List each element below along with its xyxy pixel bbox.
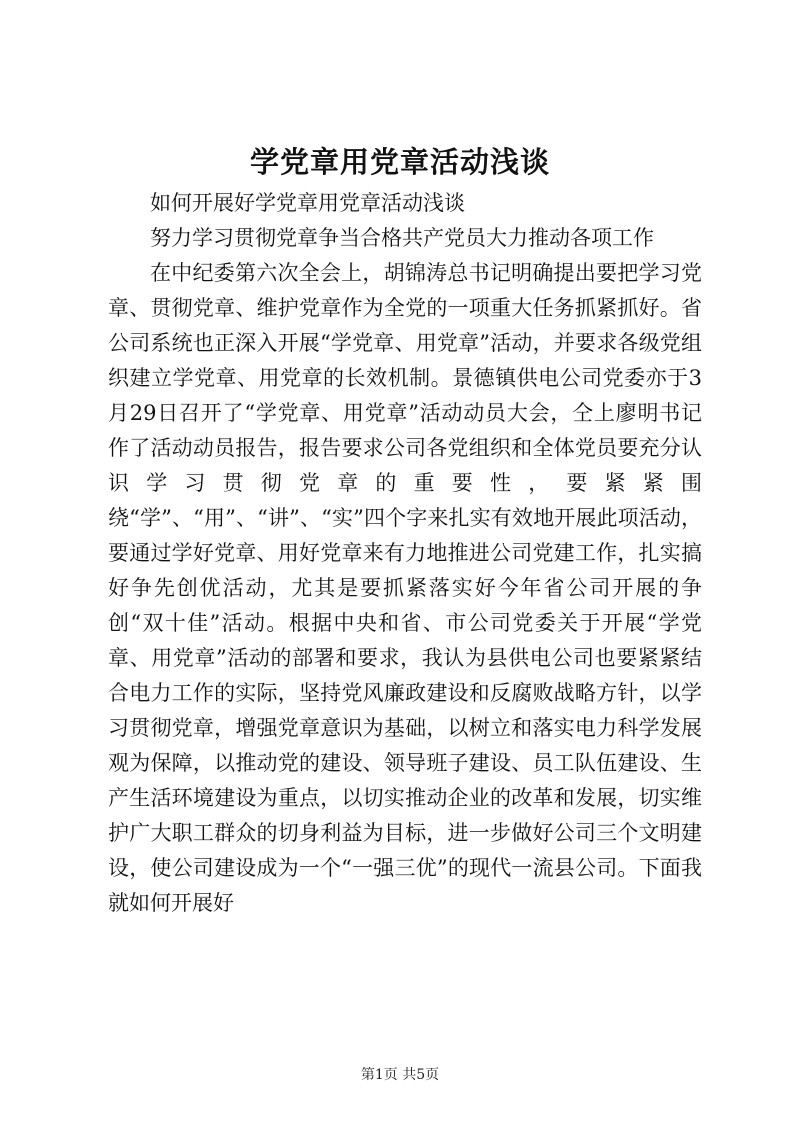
document-title: 学党章用党章活动浅谈	[249, 145, 550, 179]
paragraph-subtitle: 如何开展好学党章用党章活动浅谈	[150, 191, 465, 215]
paragraph-heading: 努力学习贯彻党章争当合格共产党员大力推动各项工作	[150, 226, 654, 250]
page-footer: 第1页 共5页	[360, 1067, 440, 1083]
document-body	[108, 186, 702, 921]
paragraph-main: 在中纪委第六次全会上，胡锦涛总书记明确提出要把学习党章、贯彻党章、维护党章作为全党的一项重大任务抓紧抓好。省公司系统也正深入开展“学党章、用党章”活动，并要求各级党组织建立学党章、用党章的长效机制。景德镇供电公司党委亦于3月29日召开了“学党章、用党章”活动动员大会，仝上廖明书记作了活动动员报告，报告要求公司各党组织和全体党员要充分认识学习贯彻党章的重要性，要紧紧围绕“学”、“用”、“讲”、“实”四个字来扎实有效地开展此项活动，要通过学好党章、用好党章来有力地推进公司党建工作，扎实搞好争先创优活动，尤其是要抓紧落实好今年省公司开展的争创“双十佳”活动。根据中央和省、市公司党委关于开展“学党章、用党章”活动的部署和要求，我认为县供电公司也要紧紧结合电力工作的实际，坚持党风廉政建设和反腐败战略方针，以学习贯彻党章，增强党章意识为基础，以树立和落实电力科学发展观为保障，以推动党的建设、领导班子建设、员工队伍建设、生产生活环境建设为重点，以切实推动企业的改革和发展，切实维护广大职工群众的切身利益为目标，进一步做好公司三个文明建设，使公司建设成为一个“一强三优”的现代一流县公司。下面我就如何开展好	[108, 261, 702, 915]
